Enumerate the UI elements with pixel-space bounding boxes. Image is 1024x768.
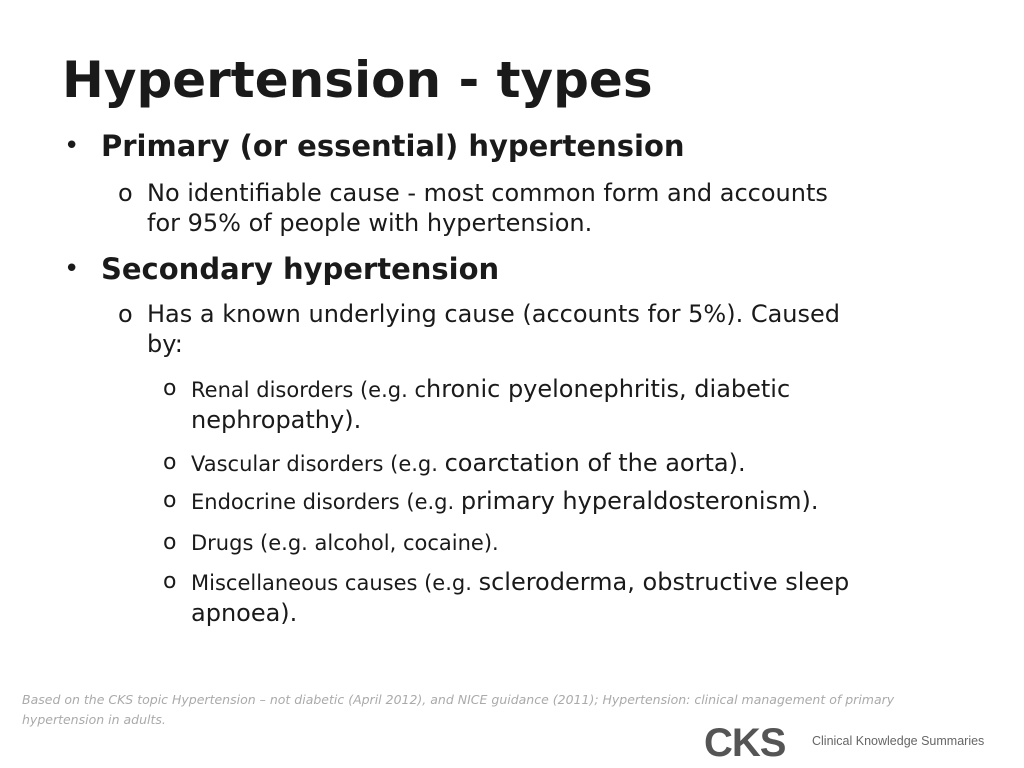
footnote-line: Based on the CKS topic Hypertension – not diabetic (April 2012), and NICE guidance (2011); Hypertension: clinical management of primary	[22, 692, 895, 707]
cause-renal-line2: nephropathy).	[191, 406, 362, 434]
cause-detail: hronic pyelonephritis, diabetic	[426, 375, 791, 403]
cause-detail: scleroderma, obstructive sleep	[478, 568, 850, 596]
footnote-line: hypertension in adults.	[22, 712, 166, 727]
secondary-description-line: by:	[147, 330, 183, 358]
cause-prefix: Renal disorders (e.g. c	[191, 378, 426, 402]
svg-text:CKS: CKS	[704, 721, 786, 764]
logo-text: Clinical Knowledge Summaries	[812, 734, 985, 748]
primary-description-line: No identifiable cause - most common form and accounts	[147, 179, 828, 207]
cks-logo-mark	[704, 720, 804, 764]
secondary-heading: Secondary hypertension	[101, 252, 500, 286]
bullet-marker: •	[64, 254, 80, 284]
cause-marker: o	[163, 450, 177, 475]
sub-bullet-marker: o	[118, 179, 133, 207]
cause-prefix: Vascular disorders (e.g.	[191, 452, 445, 476]
cause-prefix: Endocrine disorders (e.g.	[191, 490, 461, 514]
cause-marker: o	[163, 376, 177, 401]
cause-drugs: Drugs (e.g. alcohol, cocaine).	[191, 531, 499, 555]
cause-vascular	[191, 449, 746, 478]
cause-marker: o	[163, 488, 177, 513]
cks-logo	[704, 720, 984, 764]
cause-renal	[191, 375, 790, 404]
sub-bullet-marker: o	[118, 300, 133, 328]
secondary-description-line: Has a known underlying cause (accounts for 5%). Caused	[147, 300, 841, 328]
cause-prefix: Miscellaneous causes (e.g.	[191, 571, 479, 595]
cause-miscellaneous	[191, 568, 849, 597]
primary-heading: Primary (or essential) hypertension	[101, 129, 685, 163]
cause-miscellaneous-line2: apnoea).	[191, 599, 298, 627]
cause-detail: coarctation of the aorta).	[444, 449, 746, 477]
cause-marker: o	[163, 530, 177, 555]
cause-endocrine	[191, 487, 818, 516]
cause-detail: primary hyperaldosteronism).	[460, 487, 819, 515]
slide-title: Hypertension - types	[62, 51, 653, 109]
bullet-marker: •	[64, 131, 80, 161]
cause-marker: o	[163, 569, 177, 594]
primary-description-line: for 95% of people with hypertension.	[147, 209, 593, 237]
